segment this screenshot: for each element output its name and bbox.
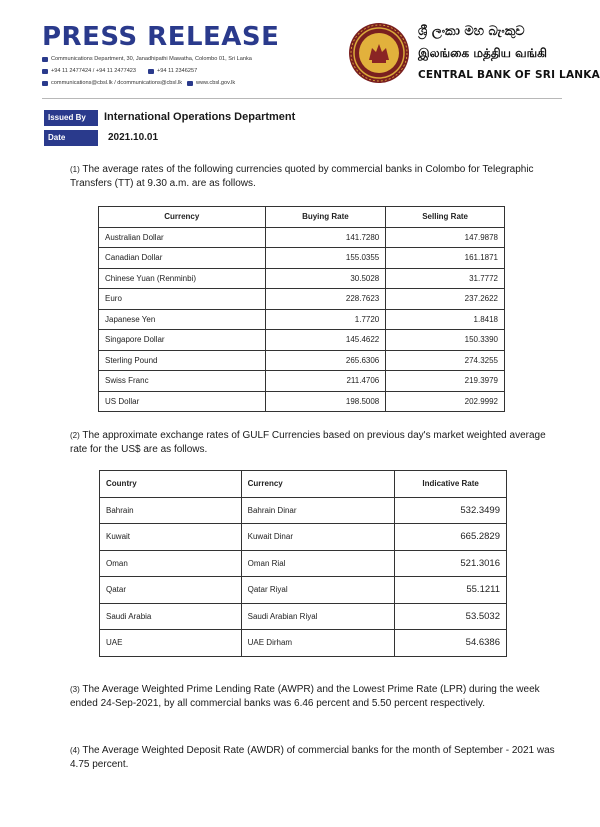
currency-cell: Saudi Arabian Riyal xyxy=(241,603,395,630)
issued-by-value: International Operations Department xyxy=(104,111,296,123)
envelope-icon xyxy=(42,57,48,62)
buying-rate-cell: 198.5008 xyxy=(265,391,386,412)
currency-cell: UAE Dirham xyxy=(241,630,395,657)
bank-name-english: CENTRAL BANK OF SRI LANKA xyxy=(418,69,600,81)
indicative-rate-cell: 55.1211 xyxy=(395,577,507,604)
press-release-title: PRESS RELEASE xyxy=(42,22,280,52)
currency-cell: Oman Rial xyxy=(241,550,395,577)
country-header: Country xyxy=(100,471,242,498)
currency-cell: Canadian Dollar xyxy=(99,248,266,269)
selling-rate-cell: 219.3979 xyxy=(386,371,505,392)
country-cell: Qatar xyxy=(100,577,242,604)
email-icon xyxy=(42,81,48,86)
contact-email-web xyxy=(42,80,235,86)
currency-cell: Sterling Pound xyxy=(99,350,266,371)
section-2-text xyxy=(70,429,560,456)
currency-cell: Kuwait Dinar xyxy=(241,524,395,551)
selling-rate-cell: 202.9992 xyxy=(386,391,505,412)
table-row xyxy=(99,289,505,310)
buying-rate-cell: 155.0355 xyxy=(265,248,386,269)
press-release-header xyxy=(0,0,600,108)
buying-rate-cell: 30.5028 xyxy=(265,268,386,289)
tt-rates-table xyxy=(98,206,505,412)
section-2-number: (2) xyxy=(70,431,80,440)
issued-by-label: Issued By xyxy=(44,110,98,126)
table-row xyxy=(100,550,507,577)
country-cell: Oman xyxy=(100,550,242,577)
website-link[interactable]: www.cbsl.gov.lk xyxy=(196,80,236,86)
fax-number: +94 11 2346257 xyxy=(157,68,198,74)
date-value: 2021.10.01 xyxy=(108,132,159,143)
selling-rate-cell: 1.8418 xyxy=(386,309,505,330)
selling-rate-cell: 147.9878 xyxy=(386,227,505,248)
section-3-text xyxy=(70,683,560,710)
currency-cell: Qatar Riyal xyxy=(241,577,395,604)
table-row xyxy=(99,227,505,248)
indicative-rate-header: Indicative Rate xyxy=(395,471,507,498)
currency-header: Currency xyxy=(241,471,395,498)
selling-rate-header: Selling Rate xyxy=(386,207,505,228)
currency-cell: Chinese Yuan (Renminbi) xyxy=(99,268,266,289)
table-row xyxy=(99,371,505,392)
table-row xyxy=(100,497,507,524)
fax-icon xyxy=(148,69,154,74)
selling-rate-cell: 31.7772 xyxy=(386,268,505,289)
section-3-number: (3) xyxy=(70,685,80,694)
buying-rate-cell: 145.4622 xyxy=(265,330,386,351)
table-row xyxy=(100,524,507,551)
currency-cell: Japanese Yen xyxy=(99,309,266,330)
table-row xyxy=(100,630,507,657)
country-cell: Bahrain xyxy=(100,497,242,524)
table-row xyxy=(99,268,505,289)
table-row xyxy=(99,248,505,269)
email-addresses: communications@cbsl.lk / dcommunications@cbsl.lk xyxy=(51,80,183,86)
date-label: Date xyxy=(44,130,98,146)
selling-rate-cell: 237.2622 xyxy=(386,289,505,310)
table-row xyxy=(99,330,505,351)
section-4-number: (4) xyxy=(70,746,80,755)
table-row xyxy=(99,391,505,412)
buying-rate-header: Buying Rate xyxy=(265,207,386,228)
currency-cell: Euro xyxy=(99,289,266,310)
indicative-rate-cell: 532.3499 xyxy=(395,497,507,524)
table-row xyxy=(100,577,507,604)
section-3-body: The Average Weighted Prime Lending Rate (AWPR) and the Lowest Prime Rate (LPR) during the week ended 24-Sep-2021, by all commercial banks was 6.46 percent and 5.50 percent respectively. xyxy=(70,684,540,709)
bank-name-tamil: இலங்கை மத்திய வங்கி xyxy=(418,46,547,60)
contact-phones xyxy=(42,68,209,74)
buying-rate-cell: 1.7720 xyxy=(265,309,386,330)
section-1-text xyxy=(70,163,560,190)
table-row xyxy=(100,603,507,630)
currency-cell: Singapore Dollar xyxy=(99,330,266,351)
globe-icon xyxy=(187,81,193,86)
phone-numbers: +94 11 2477424 / +94 11 2477423 xyxy=(51,68,137,74)
indicative-rate-cell: 54.6386 xyxy=(395,630,507,657)
country-cell: Saudi Arabia xyxy=(100,603,242,630)
contact-address xyxy=(42,56,252,62)
country-cell: Kuwait xyxy=(100,524,242,551)
indicative-rate-cell: 53.5032 xyxy=(395,603,507,630)
country-cell: UAE xyxy=(100,630,242,657)
header-divider xyxy=(42,98,562,99)
currency-cell: US Dollar xyxy=(99,391,266,412)
selling-rate-cell: 274.3255 xyxy=(386,350,505,371)
currency-cell: Australian Dollar xyxy=(99,227,266,248)
section-1-body: The average rates of the following currencies quoted by commercial banks in Colombo for Telegraphic Transfers (TT) at 9.30 a.m. are as follows. xyxy=(70,164,534,189)
selling-rate-cell: 150.3390 xyxy=(386,330,505,351)
section-1-number: (1) xyxy=(70,165,80,174)
indicative-rate-cell: 665.2829 xyxy=(395,524,507,551)
indicative-rate-cell: 521.3016 xyxy=(395,550,507,577)
buying-rate-cell: 265.6306 xyxy=(265,350,386,371)
currency-cell: Bahrain Dinar xyxy=(241,497,395,524)
section-4-body: The Average Weighted Deposit Rate (AWDR) of commercial banks for the month of September - 2021 was 4.75 percent. xyxy=(70,745,555,770)
table-header-row xyxy=(100,471,507,498)
currency-header: Currency xyxy=(99,207,266,228)
cbsl-seal-icon xyxy=(348,22,410,84)
gulf-rates-table xyxy=(99,470,507,657)
phone-icon xyxy=(42,69,48,74)
selling-rate-cell: 161.1871 xyxy=(386,248,505,269)
bank-name-sinhala: ශ්‍රී ලංකා මහ බැංකුව xyxy=(418,24,525,39)
section-4-text xyxy=(70,744,560,771)
buying-rate-cell: 211.4706 xyxy=(265,371,386,392)
buying-rate-cell: 228.7623 xyxy=(265,289,386,310)
address-text: Communications Department, 30, Janadhipathi Mawatha, Colombo 01, Sri Lanka xyxy=(51,56,252,62)
section-2-body: The approximate exchange rates of GULF Currencies based on previous day's market weighted average rate for the US$ are as follows. xyxy=(70,430,546,455)
table-header-row xyxy=(99,207,505,228)
table-row xyxy=(99,309,505,330)
table-row xyxy=(99,350,505,371)
currency-cell: Swiss Franc xyxy=(99,371,266,392)
buying-rate-cell: 141.7280 xyxy=(265,227,386,248)
